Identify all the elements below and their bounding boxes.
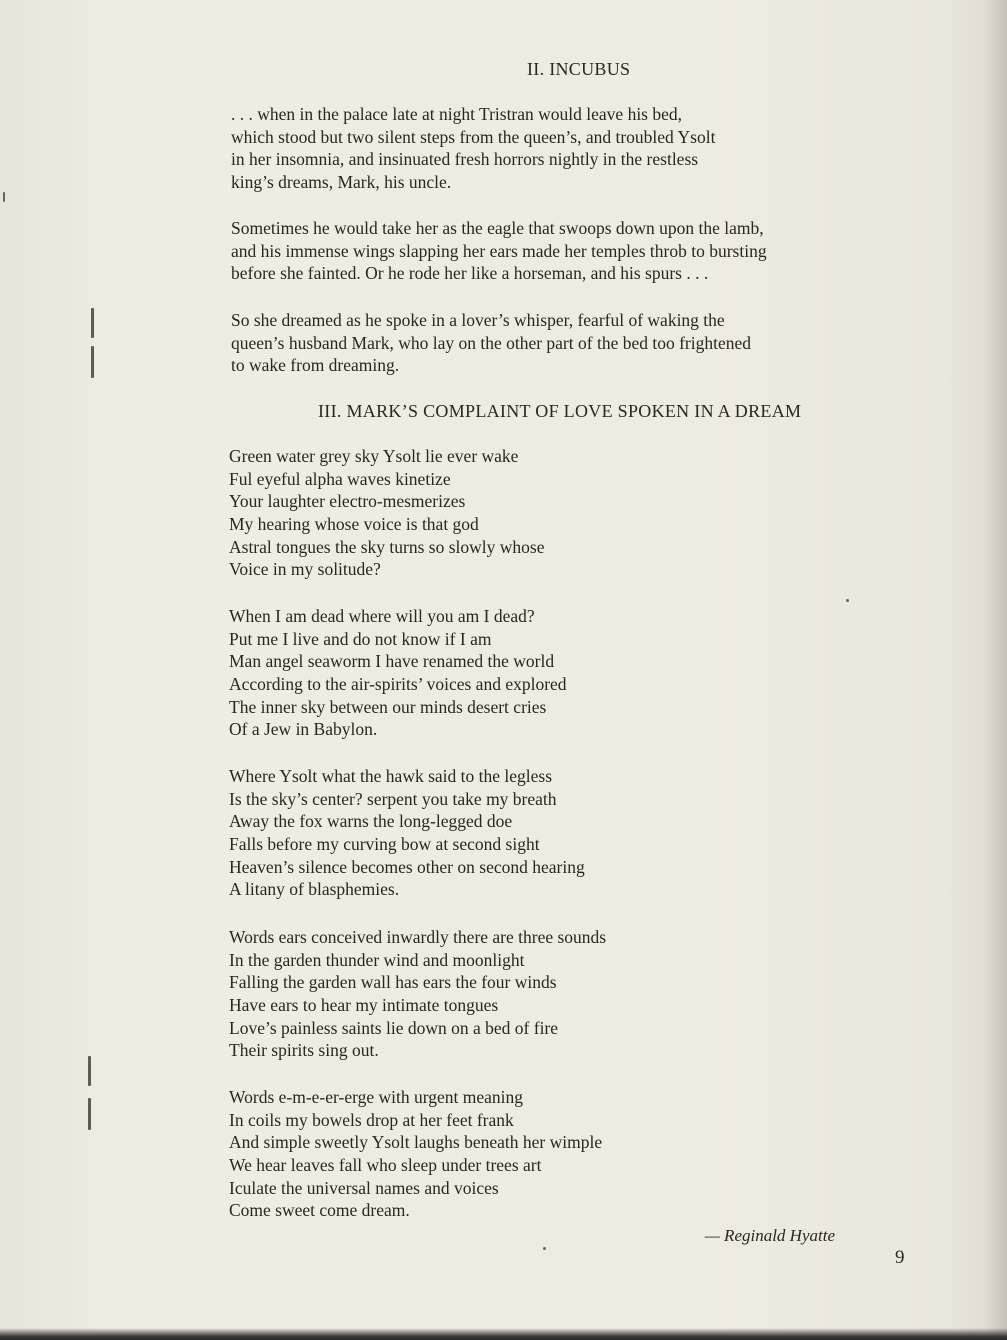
poem-stanza <box>229 1086 602 1222</box>
prose-line: which stood but two silent steps from the queen’s, and troubled Ysolt <box>231 126 716 147</box>
section-heading-incubus: II. INCUBUS <box>527 59 631 79</box>
prose-line: queen’s husband Mark, who lay on the other part of the bed too frightened <box>231 332 752 353</box>
page-edge-shadow <box>985 0 1007 1340</box>
poem-line: Green water grey sky Ysolt lie ever wake <box>229 446 519 466</box>
section-heading-marks-complaint: III. MARK’S COMPLAINT OF LOVE SPOKEN IN A DREAM <box>318 401 802 421</box>
author-signature: — Reginald Hyatte <box>704 1226 835 1245</box>
poem-line: Words ears conceived inwardly there are three sounds <box>229 927 607 947</box>
scan-bottom-border <box>0 1328 1007 1340</box>
poem-line: The inner sky between our minds desert cries <box>229 696 547 717</box>
poem-line: Where Ysolt what the hawk said to the legless <box>229 766 553 786</box>
prose-line: . . . when in the palace late at night Tristran would leave his bed, <box>231 104 683 124</box>
prose-line: in her insomnia, and insinuated fresh horrors nightly in the restless <box>231 149 699 169</box>
prose-line: Sometimes he would take her as the eagle that swoops down upon the lamb, <box>231 218 764 238</box>
poem-line: And simple sweetly Ysolt laughs beneath her wimple <box>229 1132 603 1153</box>
prose-line: and his immense wings slapping her ears made her temples throb to bursting <box>231 240 767 261</box>
poem-stanza <box>229 926 606 1062</box>
poem-line: Come sweet come dream. <box>229 1200 410 1221</box>
poem-line: Is the sky’s center? serpent you take my breath <box>229 788 557 809</box>
poem-line: Love’s painless saints lie down on a bed of fire <box>229 1017 559 1038</box>
staple-top-lower <box>91 346 94 378</box>
poem-line: Iculate the universal names and voices <box>229 1177 499 1198</box>
poem-line: Of a Jew in Babylon. <box>229 719 378 740</box>
poem-line: In coils my bowels drop at her feet frank <box>229 1109 514 1130</box>
prose-line: before she fainted. Or he rode her like a horseman, and his spurs . . . <box>231 263 709 283</box>
poem-stanza <box>229 445 544 581</box>
margin-mark <box>3 192 5 202</box>
poem-line: In the garden thunder wind and moonlight <box>229 949 525 970</box>
prose-line: to wake from dreaming. <box>231 355 400 375</box>
poem-line: According to the air-spirits’ voices and explored <box>229 674 567 695</box>
poem-line: When I am dead where will you am I dead? <box>229 606 535 626</box>
poem-line: Ful eyeful alpha waves kinetize <box>229 468 451 489</box>
poem-stanza <box>229 605 567 741</box>
page-number: 9 <box>895 1247 905 1268</box>
poem-line: Falls before my curving bow at second sight <box>229 834 540 855</box>
staple-bottom-upper <box>88 1056 91 1086</box>
poem-line: Falling the garden wall has ears the four winds <box>229 972 557 993</box>
poem-line: Astral tongues the sky turns so slowly whose <box>229 536 545 557</box>
poem-stanza <box>229 765 585 901</box>
prose-paragraph <box>231 103 715 193</box>
poem-line: Their spirits sing out. <box>229 1040 379 1061</box>
poem-line: Man angel seaworm I have renamed the world <box>229 651 555 672</box>
prose-paragraph <box>231 217 767 285</box>
poem-line: Away the fox warns the long-legged doe <box>229 811 513 832</box>
ink-speck <box>846 599 849 602</box>
poem-line: Words e-m-e-er-erge with urgent meaning <box>229 1087 524 1107</box>
prose-line: king’s dreams, Mark, his uncle. <box>231 171 452 192</box>
prose-paragraph <box>231 309 751 377</box>
poem-line: Heaven’s silence becomes other on second hearing <box>229 856 585 877</box>
poem-line: We hear leaves fall who sleep under trees art <box>229 1155 542 1176</box>
poem-line: A litany of blasphemies. <box>229 879 400 900</box>
poem-line: Voice in my solitude? <box>229 559 381 580</box>
poem-line: Have ears to hear my intimate tongues <box>229 995 499 1016</box>
poem-line: My hearing whose voice is that god <box>229 514 479 535</box>
staple-bottom-lower <box>88 1098 91 1130</box>
staple-top-upper <box>91 308 94 338</box>
ink-speck <box>543 1247 546 1250</box>
prose-line: So she dreamed as he spoke in a lover’s whisper, fearful of waking the <box>231 310 725 330</box>
poem-line: Your laughter electro-mesmerizes <box>229 491 466 512</box>
poem-line: Put me I live and do not know if I am <box>229 628 492 649</box>
